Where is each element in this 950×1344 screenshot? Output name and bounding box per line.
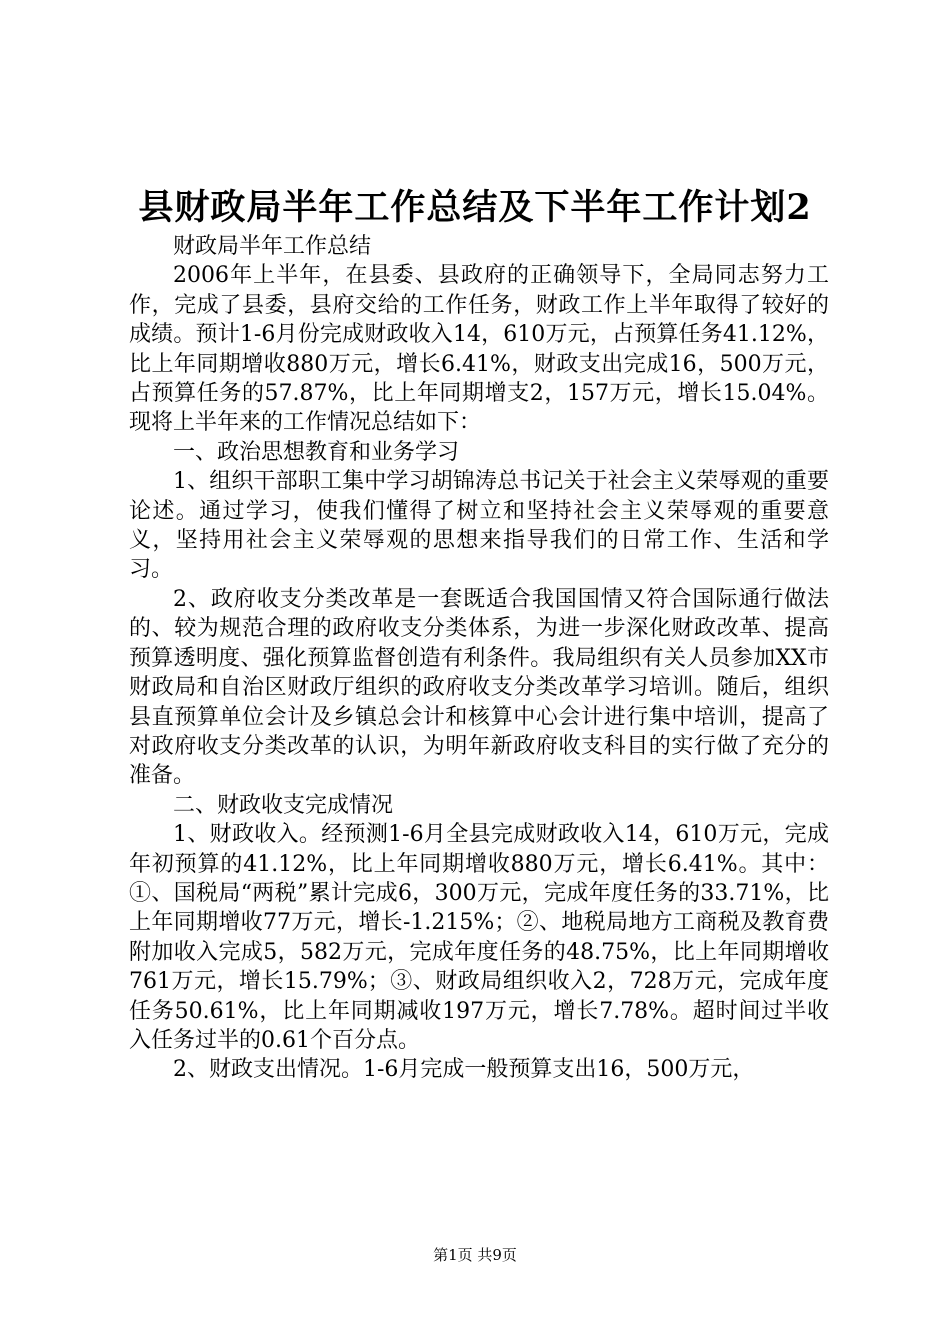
paragraph-heading-2: 二、财政收支完成情况 xyxy=(173,792,394,818)
document-body xyxy=(129,232,829,1085)
paragraph-heading-1: 一、政治思想教育和业务学习 xyxy=(173,439,460,465)
paragraph-item-1-1: 1、组织干部职工集中学习胡锦涛总书记关于社会主义荣辱观的重要论述。通过学习，使我们懂得了树立和坚持社会主义荣辱观的重要意义，坚持用社会主义荣辱观的思想来指导我们的日常工作、生活和学习。 xyxy=(129,469,829,583)
paragraph-section-heading: 财政局半年工作总结 xyxy=(173,234,372,259)
paragraph-intro: 2006年上半年，在县委、县政府的正确领导下，全局同志努力工作，完成了县委，县府交给的工作任务，财政工作上半年取得了较好的成绩。预计1-6月份完成财政收入14，610万元，占预算任务41.12%，比上年同期增收880万元，增长6.41%，财政支出完成16，500万元，占预算任务的57.87%，比上年同期增支2，157万元，增长15.04%。现将上半年来的工作情况总结如下： xyxy=(129,263,829,436)
paragraph-item-1-2: 2、政府收支分类改革是一套既适合我国国情又符合国际通行做法的、较为规范合理的政府收支分类体系，为进一步深化财政改革、提高预算透明度、强化预算监督创造有利条件。我局组织有关人员参加XX市财政局和自治区财政厅组织的政府收支分类改革学习培训。随后，组织县直预算单位会计及乡镇总会计和核算中心会计进行集中培训，提高了对政府收支分类改革的认识，为明年新政府收支科目的实行做了充分的准备。 xyxy=(129,586,829,789)
page-footer: 第1页 共9页 xyxy=(433,1246,517,1264)
document-title: 县财政局半年工作总结及下半年工作计划2 xyxy=(138,187,812,228)
paragraph-item-2-1: 1、财政收入。经预测1-6月全县完成财政收入14，610万元，完成年初预算的41.12%，比上年同期增收880万元，增长6.41%。其中：①、国税局“两税”累计完成6，300万元，完成年度任务的33.71%，比上年同期增收77万元，增长-1.215%；②、地税局地方工商税及教育费附加收入完成5，582万元，完成年度任务的48.75%，比上年同期增收761万元，增长15.79%；③、财政局组织收入2，728万元，完成年度任务50.61%，比上年同期减收197万元，增长7.78%。超时间过半收入任务过半的0.61个百分点。 xyxy=(129,822,829,1053)
paragraph-item-2-2: 2、财政支出情况。1-6月完成一般预算支出16，500万元， xyxy=(173,1057,755,1083)
